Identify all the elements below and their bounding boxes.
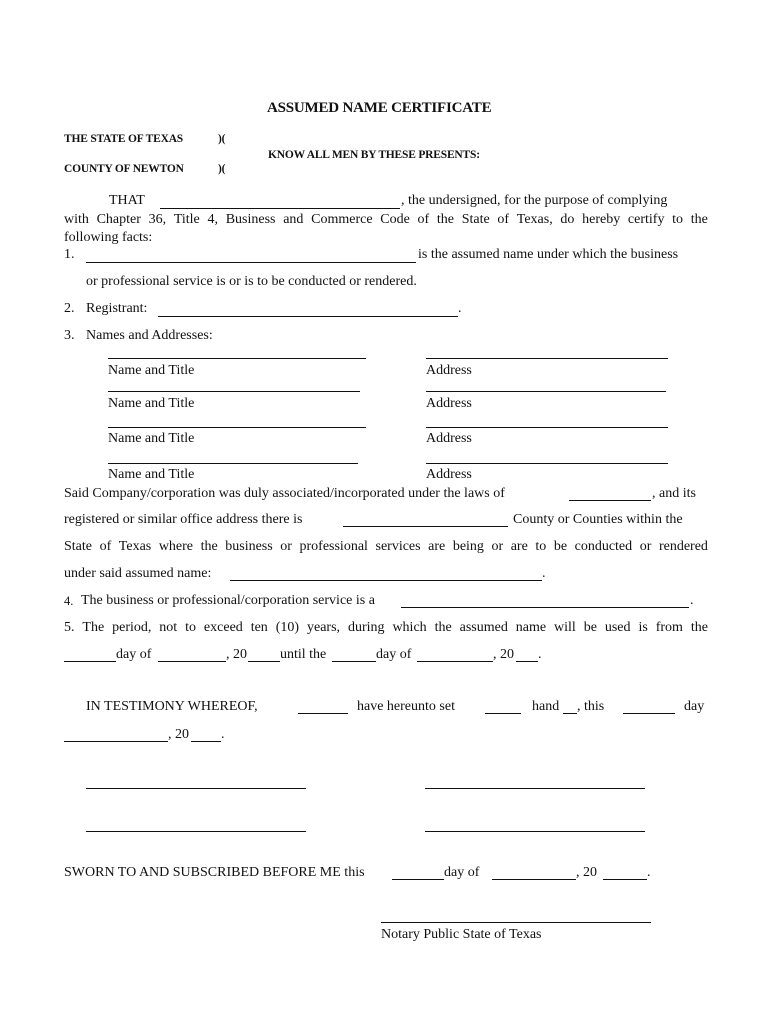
word: assumed — [459, 620, 508, 635]
service-type-blank[interactable] — [401, 607, 689, 608]
testimony-day-blank[interactable] — [623, 713, 675, 714]
name-line-3[interactable] — [108, 427, 366, 428]
that-rest: , the undersigned, for the purpose of complying — [401, 193, 668, 208]
item4-num: 4. — [64, 594, 74, 608]
item4-text: The business or professional/corporation service is a — [81, 593, 375, 608]
said-company-l1b: , and its — [652, 486, 696, 501]
word: The — [82, 620, 105, 635]
name-line-2[interactable] — [108, 391, 360, 392]
signature-line-4[interactable] — [425, 831, 645, 832]
item4-end: . — [690, 593, 694, 608]
item5-until: until the — [280, 647, 327, 662]
word: the — [690, 212, 708, 227]
item5-day-of-2: day of — [376, 647, 412, 662]
notary-signature-line[interactable] — [381, 922, 651, 923]
laws-of-blank[interactable] — [569, 500, 651, 501]
county-label: COUNTY OF NEWTON — [64, 163, 184, 175]
name-label-1: Name and Title — [108, 363, 195, 378]
word: do — [560, 212, 575, 227]
word: period, — [112, 620, 152, 635]
word: and — [283, 212, 304, 227]
word: with — [64, 212, 89, 227]
word: during — [347, 620, 385, 635]
from-year-blank[interactable] — [248, 661, 280, 662]
that-blank[interactable] — [160, 208, 400, 209]
word: professional — [299, 539, 368, 554]
word: services — [375, 539, 421, 554]
word: 5. — [64, 620, 75, 635]
office-address-blank[interactable] — [343, 526, 508, 527]
name-line-1[interactable] — [108, 358, 366, 359]
word: Code — [380, 212, 410, 227]
word: certify — [627, 212, 665, 227]
word: exceed — [203, 620, 243, 635]
word: not — [159, 620, 178, 635]
testimony-year-blank[interactable] — [191, 741, 221, 742]
word: to — [185, 620, 196, 635]
word: State — [64, 539, 92, 554]
address-line-3[interactable] — [426, 427, 668, 428]
sworn-text: SWORN TO AND SUBSCRIBED BEFORE ME this — [64, 865, 365, 880]
that-line-2 — [64, 212, 708, 228]
word: State — [461, 212, 490, 227]
word: Title — [173, 212, 200, 227]
know-all-label: KNOW ALL MEN BY THESE PRESENTS: — [268, 149, 480, 161]
word: which — [392, 620, 427, 635]
word: the — [690, 620, 708, 635]
testimony-this: , this — [577, 699, 605, 714]
item5-comma20-2: , 20 — [493, 647, 514, 662]
address-line-1[interactable] — [426, 358, 668, 359]
item3-num: 3. — [64, 328, 75, 343]
item5-day-of-1: day of — [116, 647, 152, 662]
word: rendered — [658, 539, 708, 554]
testimony-hand: hand — [532, 699, 560, 714]
item3-label: Names and Addresses: — [86, 328, 213, 343]
from-day-blank[interactable] — [64, 661, 116, 662]
registrant-blank[interactable] — [158, 316, 458, 317]
from-month-blank[interactable] — [158, 661, 226, 662]
word: to — [672, 212, 684, 227]
item1-blank[interactable] — [86, 262, 416, 263]
word: of — [417, 212, 430, 227]
testimony-lead: IN TESTIMONY WHEREOF, — [86, 699, 258, 714]
testimony-comma20: , 20 — [168, 727, 189, 742]
word: 4, — [207, 212, 218, 227]
that-line-3: following facts: — [64, 230, 153, 245]
sworn-day-blank[interactable] — [392, 879, 444, 880]
item1-num: 1. — [64, 247, 75, 262]
item5-end: . — [538, 647, 542, 662]
assumed-name-blank[interactable] — [230, 580, 542, 581]
word: Texas, — [516, 212, 553, 227]
name-label-3: Name and Title — [108, 431, 195, 446]
word: be — [583, 620, 597, 635]
testimony-end: . — [221, 727, 225, 742]
word: from — [655, 620, 683, 635]
name-label-4: Name and Title — [108, 467, 195, 482]
item2-end: . — [458, 301, 462, 316]
testimony-pronoun-blank[interactable] — [485, 713, 521, 714]
sworn-day-of: day of — [444, 865, 480, 880]
word: the — [434, 620, 452, 635]
word: of — [497, 212, 510, 227]
item1-text: is the assumed name under which the business — [418, 247, 679, 262]
address-label-4: Address — [426, 467, 472, 482]
until-year-blank[interactable] — [516, 661, 538, 662]
sworn-year-blank[interactable] — [603, 879, 647, 880]
said-company-l2a: registered or similar office address there is — [64, 512, 303, 527]
address-label-3: Address — [426, 431, 472, 446]
word: conducted — [574, 539, 633, 554]
word: name — [515, 620, 547, 635]
word: Texas — [118, 539, 152, 554]
testimony-hand-s-blank[interactable] — [563, 713, 577, 714]
word: Chapter — [96, 212, 141, 227]
address-line-2[interactable] — [426, 391, 666, 392]
that-word: THAT — [109, 193, 145, 208]
word: or — [639, 539, 652, 554]
address-line-4[interactable] — [426, 463, 668, 464]
name-label-2: Name and Title — [108, 396, 195, 411]
until-month-blank[interactable] — [417, 661, 493, 662]
testimony-month-blank[interactable] — [64, 741, 168, 742]
testimony-who-blank[interactable] — [298, 713, 348, 714]
said-company-l3 — [64, 539, 708, 555]
word: 36, — [148, 212, 167, 227]
bracket-1: )( — [218, 133, 226, 145]
item5-comma20-1: , 20 — [226, 647, 247, 662]
signature-line-3[interactable] — [86, 831, 306, 832]
word: where — [158, 539, 194, 554]
testimony-day: day — [684, 699, 705, 714]
said-company-l2b: County or Counties within the — [513, 512, 683, 527]
word: or — [491, 539, 504, 554]
said-company-l1a: Said Company/corporation was duly associated/incorporated under the laws of — [64, 486, 505, 501]
word: the — [200, 539, 218, 554]
state-label: THE STATE OF TEXAS — [64, 133, 183, 145]
said-company-l4-end: . — [542, 566, 546, 581]
word: are — [428, 539, 446, 554]
word: the — [436, 212, 454, 227]
sworn-end: . — [647, 865, 651, 880]
word: ten — [250, 620, 268, 635]
word: Business — [225, 212, 276, 227]
signature-line-1[interactable] — [86, 788, 306, 789]
bracket-2: )( — [218, 163, 226, 175]
word: or — [280, 539, 292, 554]
sworn-month-blank[interactable] — [492, 879, 576, 880]
address-label-2: Address — [426, 396, 472, 411]
item5-line-1 — [64, 620, 708, 636]
word: used — [604, 620, 631, 635]
item1-text-2: or professional service is or is to be conducted or rendered. — [86, 274, 417, 289]
address-label-1: Address — [426, 363, 472, 378]
word: are — [510, 539, 528, 554]
item2-label: Registrant: — [86, 301, 148, 316]
word: is — [638, 620, 648, 635]
word: be — [553, 539, 568, 554]
signature-line-2[interactable] — [425, 788, 645, 789]
name-line-4[interactable] — [108, 463, 358, 464]
word: being — [452, 539, 484, 554]
word: hereby — [582, 212, 621, 227]
until-day-blank[interactable] — [332, 661, 376, 662]
word: will — [554, 620, 576, 635]
word: years, — [306, 620, 341, 635]
word: business — [225, 539, 273, 554]
word: Commerce — [311, 212, 373, 227]
word: (10) — [275, 620, 300, 635]
document-title: ASSUMED NAME CERTIFICATE — [267, 100, 492, 116]
word: to — [535, 539, 547, 554]
testimony-have: have hereunto set — [357, 699, 455, 714]
sworn-comma20: , 20 — [576, 865, 597, 880]
said-company-l4: under said assumed name: — [64, 566, 212, 581]
word: of — [99, 539, 112, 554]
notary-label: Notary Public State of Texas — [381, 927, 542, 942]
item2-num: 2. — [64, 301, 75, 316]
